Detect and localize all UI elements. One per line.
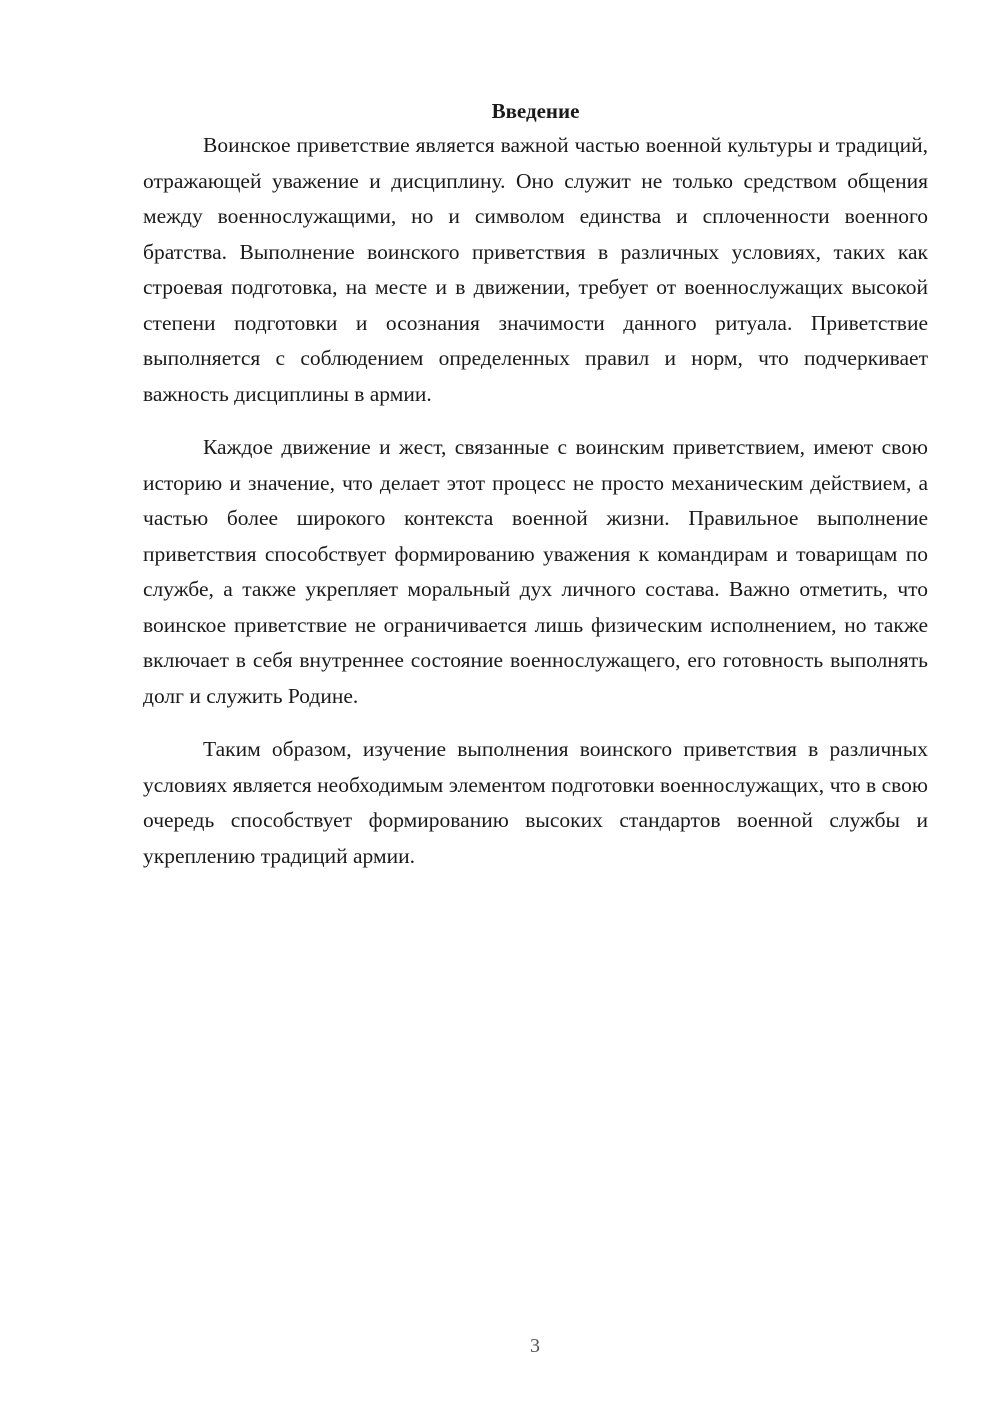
section-heading: Введение: [491, 99, 580, 123]
paragraph-3: Таким образом, изучение выполнения воинского приветствия в различных условиях является необходимым элементом подготовки военнослужащих, что в свою очередь способствует формированию высоких стандартов военной службы и укреплению традиций армии.: [143, 737, 928, 868]
page-number: 3: [530, 1335, 540, 1357]
paragraph-2: Каждое движение и жест, связанные с воинским приветствием, имеют свою историю и значение, что делает этот процесс не просто механическим действием, а частью более широкого контекста военной жизни. Правильное выполнение приветствия способствует формированию уважения к командирам и товарищам по службе, а также укрепляет моральный дух личного состава. Важно отметить, что воинское приветствие не ограничивается лишь физическим исполнением, но также включает в себя внутреннее состояние военнослужащего, его готовность выполнять долг и служить Родине.: [143, 435, 928, 708]
paragraph-1: Воинское приветствие является важной частью военной культуры и традиций, отражающей уважение и дисциплину. Оно служит не только средством общения между военнослужащими, но и символом единства и сплоченности военного братства. Выполнение воинского приветствия в различных условиях, таких как строевая подготовка, на месте и в движении, требует от военнослужащих высокой степени подготовки и осознания значимости данного ритуала. Приветствие выполняется с соблюдением определенных правил и норм, что подчеркивает важность дисциплины в армии.: [143, 133, 928, 406]
page-content: [143, 96, 928, 892]
